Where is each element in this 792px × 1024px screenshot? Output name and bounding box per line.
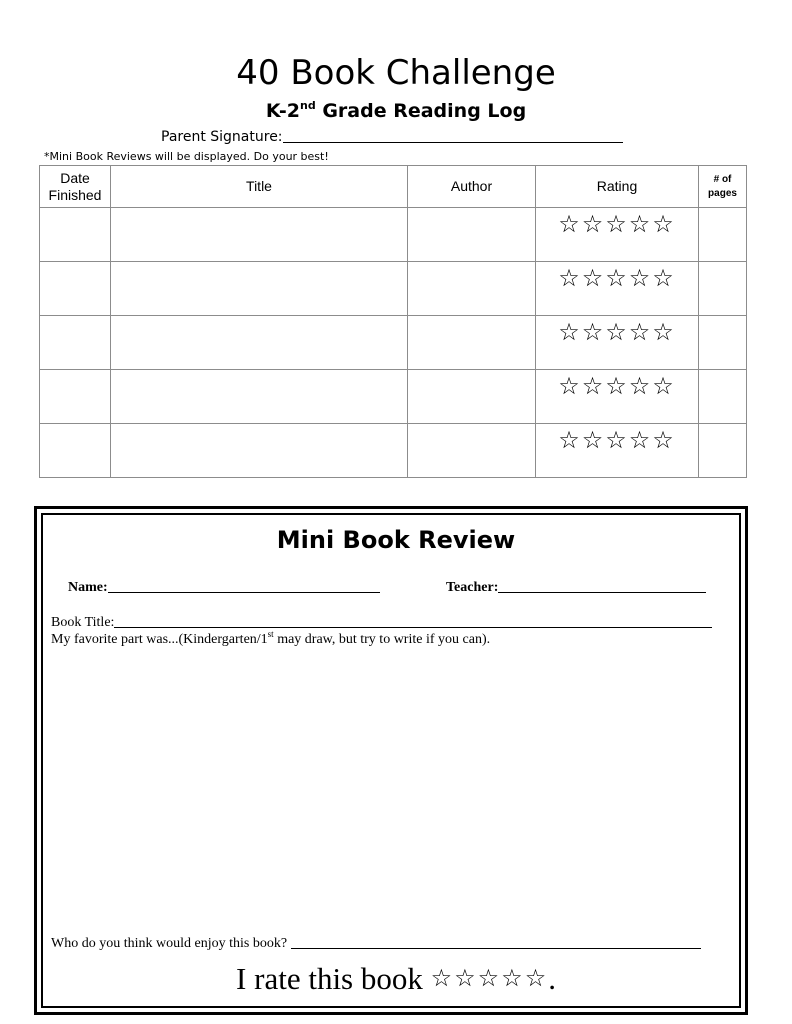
column-header-date-line1: Date — [60, 169, 90, 186]
author-cell[interactable] — [408, 316, 536, 370]
column-header-title-label: Title — [246, 178, 272, 194]
favorite-prompt-end: may draw, but try to write if you can). — [273, 632, 491, 647]
review-book-title-field[interactable] — [114, 613, 712, 628]
star-rating-icons[interactable]: ☆☆☆☆☆ — [558, 372, 676, 400]
pages-cell[interactable] — [699, 208, 747, 262]
subtitle-text: Grade Reading Log — [315, 100, 527, 122]
column-header-title — [111, 166, 408, 208]
pages-cell[interactable] — [699, 316, 747, 370]
star-rating-icons[interactable]: ☆☆☆☆☆ — [558, 318, 676, 346]
review-who-line — [51, 934, 701, 953]
review-note: *Mini Book Reviews will be displayed. Do your best! — [44, 150, 329, 163]
author-cell[interactable] — [408, 370, 536, 424]
date-cell[interactable] — [40, 370, 111, 424]
page-subtitle — [0, 98, 792, 124]
column-header-author-label: Author — [450, 178, 493, 194]
rating-cell[interactable] — [536, 262, 699, 316]
table-row — [40, 370, 747, 424]
rating-cell[interactable] — [536, 424, 699, 478]
review-teacher-label: Teacher: — [446, 580, 499, 595]
column-header-date-line2: Finished — [48, 186, 102, 203]
rating-cell[interactable] — [536, 370, 699, 424]
pages-cell[interactable] — [699, 262, 747, 316]
review-book-title-line — [51, 613, 712, 632]
title-cell[interactable] — [111, 316, 408, 370]
table-row — [40, 208, 747, 262]
review-who-label: Who do you think would enjoy this book? — [51, 936, 288, 951]
column-header-date — [40, 166, 111, 208]
table-row — [40, 424, 747, 478]
review-teacher-field[interactable] — [498, 578, 706, 593]
review-book-title-label: Book Title: — [51, 615, 115, 630]
review-name-label: Name: — [68, 580, 108, 595]
parent-signature-label: Parent Signature: — [161, 129, 283, 145]
star-rating-icons[interactable]: ☆☆☆☆☆ — [558, 426, 676, 454]
favorite-prompt-start: My favorite part was...(Kindergarten/1 — [51, 632, 268, 647]
column-header-author — [408, 166, 536, 208]
review-rating-period: . — [548, 961, 556, 996]
date-cell[interactable] — [40, 262, 111, 316]
star-rating-icons[interactable]: ☆☆☆☆☆ — [558, 264, 676, 292]
review-who-field[interactable] — [291, 934, 701, 949]
column-header-pages-line1: # of — [713, 173, 732, 185]
table-row — [40, 262, 747, 316]
date-cell[interactable] — [40, 316, 111, 370]
column-header-pages — [699, 166, 747, 208]
mini-review-title: Mini Book Review — [276, 526, 516, 554]
parent-signature-line — [161, 128, 623, 146]
column-header-pages-line2: pages — [708, 187, 737, 199]
review-rating-line — [0, 958, 792, 999]
author-cell[interactable] — [408, 424, 536, 478]
reading-log-table — [39, 165, 747, 478]
pages-cell[interactable] — [699, 424, 747, 478]
author-cell[interactable] — [408, 208, 536, 262]
star-rating-icons[interactable]: ☆☆☆☆☆ — [558, 210, 676, 238]
column-header-rating-label: Rating — [596, 178, 638, 194]
review-rating-label: I rate this book — [236, 961, 431, 996]
rating-cell[interactable] — [536, 208, 699, 262]
rating-cell[interactable] — [536, 316, 699, 370]
title-cell[interactable] — [111, 262, 408, 316]
table-header-row — [40, 166, 747, 208]
author-cell[interactable] — [408, 262, 536, 316]
review-teacher-line — [446, 578, 706, 597]
title-cell[interactable] — [111, 424, 408, 478]
review-star-rating-icons[interactable]: ☆☆☆☆☆ — [430, 964, 549, 992]
title-cell[interactable] — [111, 208, 408, 262]
subtitle-grade: K-2 — [265, 100, 300, 122]
page-title: 40 Book Challenge — [236, 53, 556, 93]
favorite-prompt-ordinal: st — [267, 629, 274, 639]
review-name-line — [68, 578, 380, 597]
review-favorite-part-prompt — [51, 631, 490, 649]
date-cell[interactable] — [40, 208, 111, 262]
pages-cell[interactable] — [699, 370, 747, 424]
column-header-rating — [536, 166, 699, 208]
date-cell[interactable] — [40, 424, 111, 478]
table-row — [40, 316, 747, 370]
parent-signature-field[interactable] — [283, 128, 623, 143]
review-name-field[interactable] — [108, 578, 380, 593]
title-cell[interactable] — [111, 370, 408, 424]
subtitle-ordinal: nd — [300, 99, 316, 112]
